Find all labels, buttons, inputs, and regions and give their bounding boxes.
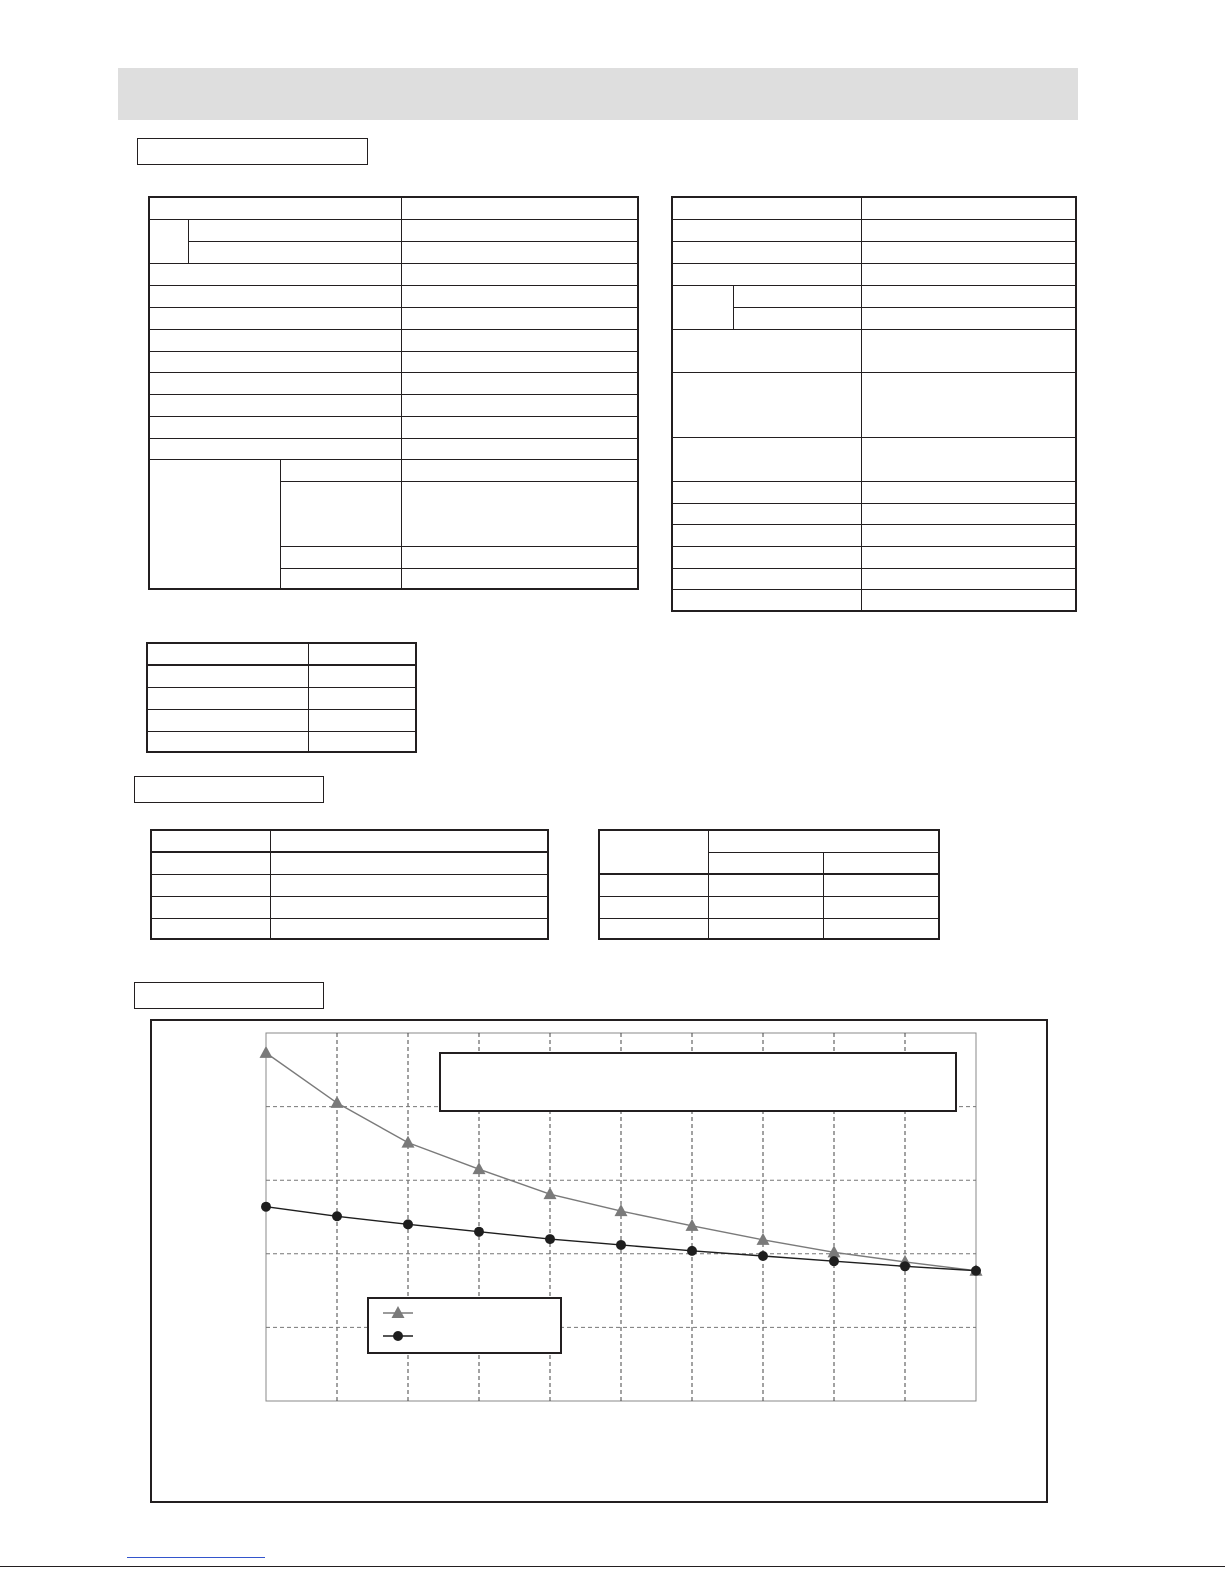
table-cell [149,372,401,394]
table-cell [270,918,548,939]
table-section2-left [150,829,549,940]
table-cell [401,546,638,568]
table-cell [280,546,401,568]
table-cell [861,589,1076,611]
table-row [672,503,1076,524]
table-cell [151,852,270,874]
table-cell [861,546,1076,568]
table-cell [308,709,416,731]
table-row [149,263,638,285]
table-cell [861,197,1076,219]
table-cell [733,307,861,329]
table-cell [149,219,188,263]
performance-chart [150,1019,1048,1503]
table-row [672,568,1076,589]
table-cell [599,896,708,918]
table-cell [861,263,1076,285]
table-cell [401,329,638,351]
table-header-cell [823,852,939,874]
table-cell [149,351,401,372]
table-cell [270,852,548,874]
table-cell [733,285,861,307]
table-row [149,307,638,329]
table-cell [861,481,1076,503]
table-cell [861,241,1076,263]
table-cell [280,568,401,589]
section-label-chart [134,982,324,1009]
table-row [672,546,1076,568]
table-row [672,481,1076,503]
table-cell [672,372,861,437]
table-row [599,896,939,918]
table-row [672,241,1076,263]
series-2-point [687,1246,697,1256]
table-cell [149,307,401,329]
table-row [672,307,1076,329]
table-row [149,329,638,351]
table-row [149,351,638,372]
table-row [149,197,638,219]
table-cell [672,197,861,219]
table-row [147,665,416,687]
table-row [147,687,416,709]
small-table [146,642,417,753]
table-cell [149,394,401,416]
table-header-cell [708,830,939,852]
table-row [151,874,548,896]
table-row [151,852,548,874]
series-2-point [758,1251,768,1261]
table-cell [149,285,401,307]
table-cell [401,372,638,394]
table-header-row [599,830,939,852]
table-cell [672,481,861,503]
table-cell [708,918,823,939]
table-header-cell [708,852,823,874]
table-header-row [151,830,548,852]
table-cell [401,263,638,285]
table-cell [308,687,416,709]
table-row [151,896,548,918]
section-label-second [134,776,324,803]
table-cell [599,874,708,896]
link-underline[interactable] [127,1557,265,1558]
table-cell [861,219,1076,241]
table-cell [401,307,638,329]
table-cell [672,329,861,372]
series-2-point [829,1256,839,1266]
series-2-point [474,1227,484,1237]
table-row [151,918,548,939]
table-cell [823,918,939,939]
table-cell [672,241,861,263]
table-cell [861,524,1076,546]
table-row [149,438,638,459]
table-row [672,197,1076,219]
table-cell [672,568,861,589]
table-row [672,589,1076,611]
table-cell [823,874,939,896]
legend-box [368,1298,561,1353]
series-2-point [971,1266,981,1276]
annotation-box [440,1053,956,1111]
table-cell [672,524,861,546]
table-cell [708,896,823,918]
table-cell [672,437,861,481]
table-cell [401,459,638,481]
table-cell [861,329,1076,372]
table-cell [308,731,416,752]
table-cell [188,241,401,263]
table-cell [280,459,401,481]
table-cell [861,372,1076,437]
table-cell [823,896,939,918]
table-row [672,372,1076,437]
table-row [147,731,416,752]
table-cell [149,438,401,459]
series-2-point [261,1202,271,1212]
series-2-point [616,1240,626,1250]
table-cell [270,896,548,918]
table-row [672,437,1076,481]
table-cell [401,197,638,219]
table-cell [149,329,401,351]
table-row [672,329,1076,372]
table-row [149,285,638,307]
table-cell [149,416,401,438]
table-cell [147,665,308,687]
table-cell [151,896,270,918]
table-row [147,709,416,731]
table-cell [672,263,861,285]
series-2-point [332,1211,342,1221]
table-row [672,285,1076,307]
table-cell [149,197,401,219]
table-header-cell [147,643,308,665]
footer-rule [0,1566,1225,1567]
table-cell [401,351,638,372]
table-row [149,459,638,481]
series-2-point [403,1219,413,1229]
table-header-cell [599,830,708,874]
series-2-point [545,1234,555,1244]
table-cell [149,459,280,589]
table-row [672,524,1076,546]
table-cell [401,285,638,307]
table-cell [861,503,1076,524]
table-cell [861,307,1076,329]
table-cell [149,263,401,285]
table-cell [861,437,1076,481]
series-2-point [900,1261,910,1271]
table-cell [308,665,416,687]
table-cell [151,874,270,896]
table-header-row [147,643,416,665]
table-row [149,394,638,416]
spec-table-right [671,196,1077,612]
table-cell [151,918,270,939]
spec-table-left [148,196,639,590]
table-cell [401,219,638,241]
table-row [149,416,638,438]
table-cell [401,241,638,263]
table-cell [147,709,308,731]
table-cell [672,285,733,329]
table-row [149,219,638,241]
table-header-cell [270,830,548,852]
table-header-cell [151,830,270,852]
table-section2-right [598,829,940,940]
table-cell [672,589,861,611]
table-row [599,874,939,896]
section-label-specifications [137,138,368,165]
table-cell [401,394,638,416]
table-cell [147,731,308,752]
table-row [599,918,939,939]
table-cell [401,481,638,546]
table-row [149,372,638,394]
table-row [149,241,638,263]
table-header-cell [308,643,416,665]
legend-series-2-marker [393,1331,403,1341]
table-cell [672,546,861,568]
table-cell [708,874,823,896]
table-cell [270,874,548,896]
table-cell [401,568,638,589]
table-row [672,219,1076,241]
table-row [672,263,1076,285]
table-cell [188,219,401,241]
table-cell [147,687,308,709]
table-cell [599,918,708,939]
table-cell [401,416,638,438]
table-cell [672,503,861,524]
table-cell [280,481,401,546]
table-cell [861,285,1076,307]
table-cell [401,438,638,459]
table-cell [672,219,861,241]
page-header-bar [118,68,1078,120]
table-cell [861,568,1076,589]
